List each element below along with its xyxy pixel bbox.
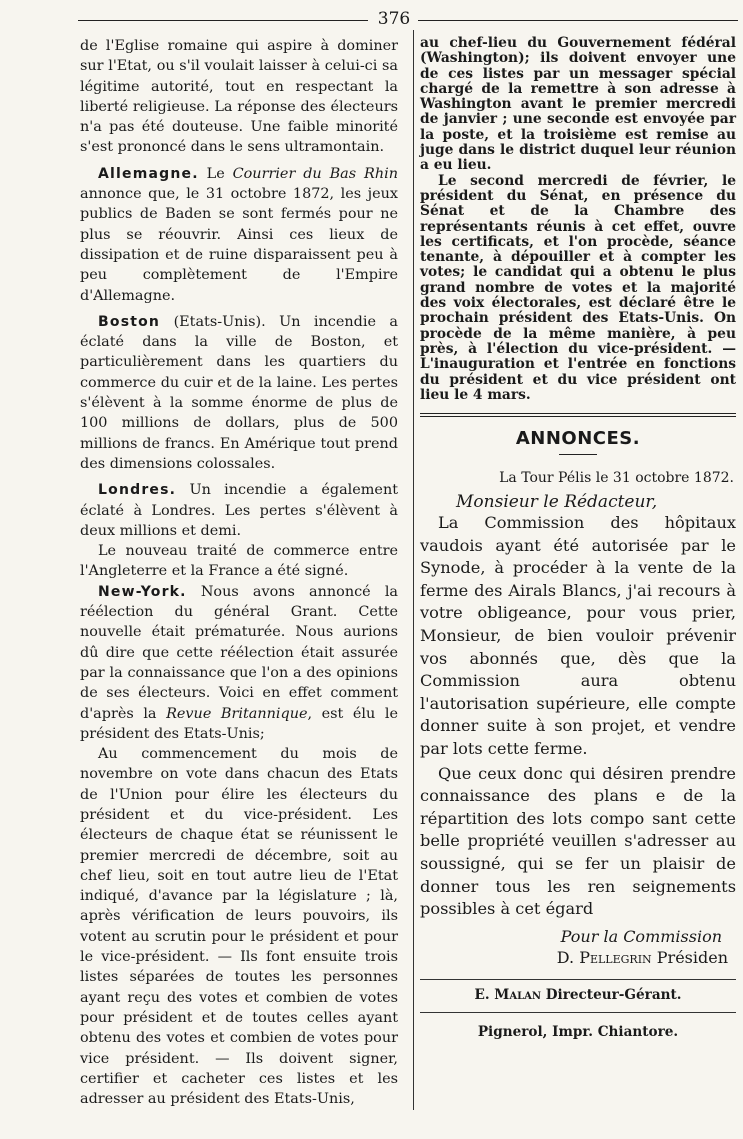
article-boston [80, 312, 398, 474]
newyork-text-b: , est élu le président des Etats-Unis; [80, 705, 398, 742]
letter-dateline: La Tour Pélis le 31 octobre 1872. [499, 470, 734, 487]
letter-signoff: Pour la Commission [560, 926, 722, 946]
letter-paragraph-2: Que ceux donc qui désiren prendre connaissance des plans e de la répartition des lots compo sant cette belle propriété veuillen s'adresser au soussigné, qui se fer un plaisir de donner tous les ren seignements possibles à cet égard [420, 763, 736, 919]
boston-text: (Etats-Unis). Un incendie a éclaté dans la ville de Boston, et particulièrement dans les quartiers du commerce du cuir et de la laine. Les pertes s'élèvent à la somme énorme de plus de 100 millions de dollars, plus de 500 millions de francs. En Amérique tout prend des dimensions colossales. [80, 313, 398, 472]
revue-title: Revue Britannique [166, 705, 308, 722]
article-newyork [80, 582, 398, 744]
letter-salutation: Monsieur le Rédacteur, [456, 491, 658, 512]
editor-line [420, 988, 736, 1003]
left-column [80, 36, 398, 1109]
short-rule [559, 454, 597, 455]
editor-name: Malan [494, 987, 542, 1004]
section-rule [420, 413, 736, 417]
column-divider [413, 30, 414, 1110]
editor-initial: E. [474, 987, 495, 1004]
heading-newyork: New-York. [98, 583, 187, 600]
signer-initial: D. [556, 948, 580, 967]
article-traite: Le nouveau traité de commerce entre l'Angleterre et la France a été signé. [80, 543, 398, 580]
election-second-para: Le second mercredi de février, le président du Sénat, en présence du Sénat et de la Chambre des représentants réunis à cet effet, ouvre les certificats, et l'on procède, séance tenante, à dépouiller et à compter les votes; le candidat qui a obtenu le plus grand nombre de votes et la majorité des voix électorales, est déclaré être le prochain président des Etats-Unis. On procède de la même manière, à peu près, à l'élection du vice-président. — L'inauguration et l'entrée en fonctions du président et du vice président ont lieu le 4 mars. [420, 172, 736, 403]
article-londres [80, 480, 398, 541]
allemagne-text-b: annonce que, le 31 octobre 1872, les jeux publics de Baden se sont fermés pour ne plus se réouvrir. Ainsi ces lieux de dissipation et de ruine disparaissent peu à peu complètement de l'Empire d'Allemagne. [80, 186, 398, 304]
article-allemagne [80, 164, 398, 306]
footer-rule-2 [420, 1012, 736, 1013]
londres-text: Un incendie a également éclaté à Londres. Les pertes s'élèvent à deux millions et demi. [80, 482, 399, 539]
heading-allemagne: Allemagne. [98, 165, 199, 182]
letter-paragraph-1: La Commission des hôpitaux vaudois ayant été autorisée par le Synode, à procéder à la vente de la ferme des Airals Blancs, j'ai recours à votre obligeance, pour vous prier, Monsieur, de bien vouloir prévenir vos abonnés que, dès que la Commission aura obtenu l'autorisation supérieure, elle compte donner suite à son projet, et vendre par lots cette ferme. [420, 513, 736, 758]
signer-title: Présiden [651, 948, 728, 967]
printer-line: Pignerol, Impr. Chiantore. [477, 1023, 679, 1040]
signer-name: Pellegrin [579, 948, 652, 967]
newyork-text-a: Nous avons annoncé la réélection du général Grant. Cette nouvelle était prématurée. Nous aurions dû dire que cette réélection était assurée par la connaissance que l'on a des opinions de ses électeurs. Voici en effet comment d'après la [80, 583, 398, 722]
allemagne-text-a: Le [206, 165, 225, 182]
letter-signature [420, 950, 736, 965]
election-continuation: au chef-lieu du Gouvernement fédéral (Washington); ils doivent envoyer une de ces listes par un messager spécial chargé de la remettre à son adresse à Washington avant le premier mercredi de janvier ; une seconde est envoyée par la poste, et la troisième est remise au juge dans le district duquel leur réunion a eu lieu. [420, 35, 736, 174]
page-number: 376 [377, 9, 411, 29]
header-rule-left [78, 20, 368, 21]
page-header [78, 8, 738, 30]
editor-role: Directeur-Gérant. [541, 987, 682, 1004]
footer-rule [420, 979, 736, 980]
heading-boston: Boston [98, 313, 161, 330]
newspaper-title: Courrier du Bas Rhin [232, 165, 398, 182]
right-column [420, 36, 736, 1040]
annonces-heading: ANNONCES. [515, 428, 641, 450]
heading-londres: Londres. [98, 482, 177, 499]
article-continuation: de l'Eglise romaine qui aspire à dominer sur l'Etat, ou s'il voulait laisser à celui-ci sa légitime autorité, tout en respectant la liberté religieuse. La réponse des électeurs n'a pas été douteuse. Une faible minorité s'est prononcé dans le sens ultramontain. [80, 38, 398, 156]
header-rule-right [418, 20, 738, 21]
election-description: Au commencement du mois de novembre on vote dans chacun des Etats de l'Union pour élire les électeurs du président et du vice-président. Les électeurs de chaque état se réunissent le premier mercredi de décembre, soit au chef lieu, soit en tout autre lieu de l'Etat indiqué, d'avance par la législature ; là, après vérification de leurs pouvoirs, ils votent au scrutin pour le président et pour le vice-président. — Ils font ensuite trois listes séparées de toutes les personnes ayant reçu des votes et combien de votes pour président et de toutes celles ayant obtenu des votes et combien de votes pour vice président. — Ils doivent signer, certifier et cacheter ces listes et les adresser au président des Etats-Unis, [80, 746, 398, 1108]
